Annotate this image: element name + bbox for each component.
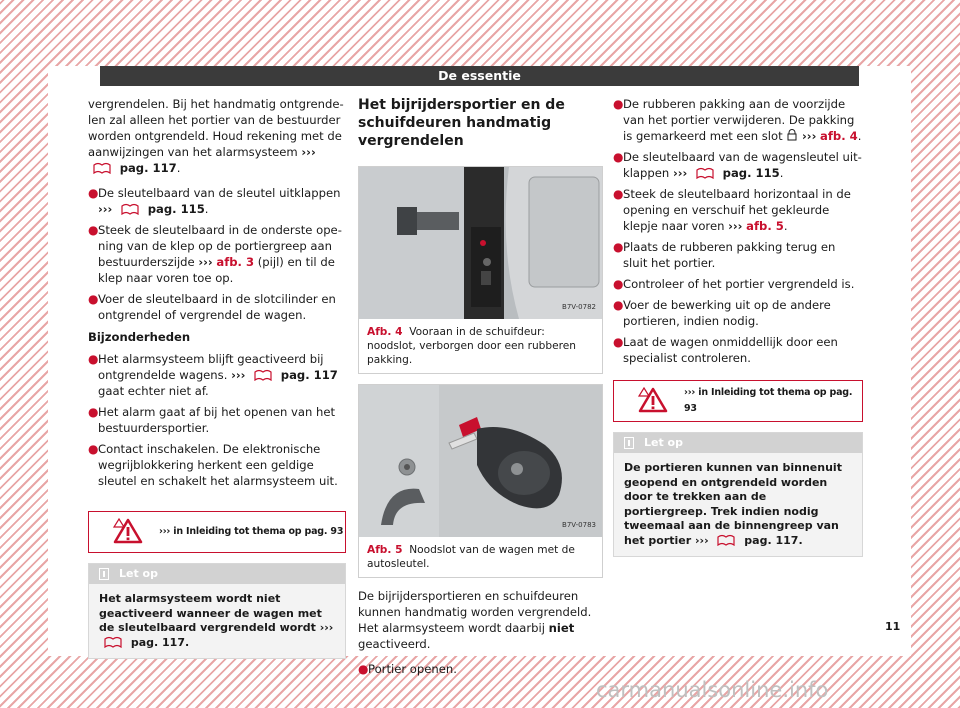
- list-item: ● Voer de bewerking uit op de andere portieren, indien nodig.: [613, 298, 831, 328]
- watermark: carmanualsonline.info: [596, 678, 829, 702]
- section-heading: Het bijrijdersportier en de schuifdeuren handmatig vergrendelen: [358, 97, 565, 149]
- column-right: [613, 96, 863, 557]
- warning-small-icon: [113, 518, 125, 528]
- list-item: ● Het alarm gaat af bij het openen van het bestuurdersportier.: [88, 405, 336, 435]
- info-icon: [624, 437, 634, 449]
- section-header: De essentie: [100, 66, 859, 86]
- warning-ref[interactable]: in Inleiding tot thema op pag. 93: [684, 387, 853, 414]
- list-item: ● Controleer of het portier vergrendeld is.: [613, 277, 855, 291]
- note-title: Let op: [119, 567, 158, 580]
- page-ref[interactable]: pag. 115: [147, 202, 205, 216]
- warning-small-icon: [638, 387, 650, 397]
- subheading: Bijzonderheden: [88, 330, 191, 344]
- list-item: ● Het alarmsysteem blijft geactiveerd bij ontgrendelde wagens. ››› pag. 117 gaat echter niet af.: [88, 352, 338, 398]
- book-icon: [716, 534, 736, 546]
- note-box: Let op Het alarmsysteem wordt niet geactiveerd wanneer de wagen met de sleutelbaard vergrendeld wordt ››› pag. 117.: [88, 563, 346, 659]
- page-number: 11: [885, 620, 901, 633]
- figure-5: B7V-0783 Afb. 5 Noodslot van de wagen met de autosleutel.: [358, 384, 603, 578]
- paragraph: De bijrijdersportieren en schuifdeuren kunnen handmatig worden vergrendeld. Het alarmsysteem wordt daarbij niet geactiveerd.: [358, 589, 592, 651]
- note-title: Let op: [644, 436, 683, 449]
- list-item: ● Voer de sleutelbaard in de slotcilinder en ontgrendel of vergrendel de wagen.: [88, 292, 336, 322]
- page-ref[interactable]: pag. 117: [280, 368, 338, 382]
- book-icon: [253, 369, 273, 381]
- door-seal-image: B7V-0782: [359, 167, 602, 319]
- list-item: ● De sleutelbaard van de wagensleutel uitklappen ››› pag. 115.: [613, 150, 862, 180]
- info-icon: [99, 568, 109, 580]
- intro-paragraph: vergrendelen. Bij het handmatig ontgrendelen zal alleen het portier van de bestuurder worden ontgrendeld. Houd rekening met de aanwijzingen van het alarmsysteem ››› pag. 117.: [88, 97, 344, 175]
- book-icon: [92, 162, 112, 174]
- lock-icon: [786, 129, 798, 141]
- figure-4: B7V-0782 Afb. 4 Vooraan in de schuifdeur: noodslot, verborgen door een rubberen pakking.: [358, 166, 603, 374]
- list-item: ● Contact inschakelen. De elektronische wegrijblokkering herkent een geldige sleutel en schakelt het alarmsysteem uit.: [88, 442, 338, 488]
- book-icon: [695, 167, 715, 179]
- warning-ref[interactable]: in Inleiding tot thema op pag. 93: [173, 526, 344, 537]
- figure-ref[interactable]: afb. 3: [216, 255, 255, 269]
- emergency-lock-image: B7V-0783: [359, 385, 602, 537]
- list-item: ● De sleutelbaard van de sleutel uitklappen ››› pag. 115.: [88, 186, 341, 216]
- page-ref[interactable]: pag. 117.: [744, 533, 803, 547]
- ref-arrow: ›››: [301, 145, 316, 159]
- column-middle: [358, 96, 603, 682]
- warning-box: ››› in Inleiding tot thema op pag. 93: [88, 511, 346, 553]
- book-icon: [103, 636, 123, 648]
- list-item: ● Steek de sleutelbaard in de onderste opening van de klep op de portiergreep aan bestuurderszijde ››› afb. 3 (pijl) en til de klep naar voren toe op.: [88, 223, 342, 285]
- list-item: ● Steek de sleutelbaard horizontaal in de opening en verschuif het gekleurde klepje naar voren ››› afb. 5.: [613, 187, 851, 233]
- list-item: ● Portier openen.: [358, 662, 457, 676]
- figure-ref[interactable]: afb. 4: [820, 129, 858, 143]
- page-ref[interactable]: pag. 115: [722, 166, 780, 180]
- warning-box: ››› in Inleiding tot thema op pag. 93: [613, 380, 863, 422]
- note-box: Let op De portieren kunnen van binnenuit geopend en ontgrendeld worden door te trekken aan de portiergreep. Trek indien nodig tweemaal aan de binnengreep van het portier ››› pag. 117.: [613, 432, 863, 557]
- column-left: [88, 96, 346, 659]
- page-ref[interactable]: pag. 117.: [130, 635, 190, 649]
- page-ref[interactable]: pag. 117: [119, 161, 177, 175]
- list-item: ● Plaats de rubberen pakking terug en sluit het portier.: [613, 240, 836, 270]
- list-item: ● Laat de wagen onmiddellijk door een specialist controleren.: [613, 335, 838, 365]
- figure-ref[interactable]: afb. 5: [746, 219, 784, 233]
- list-item: ● De rubberen pakking aan de voorzijde van het portier verwijderen. De pakking is gemarkeerd met een slot ››› afb. 4.: [613, 97, 862, 143]
- book-icon: [120, 203, 140, 215]
